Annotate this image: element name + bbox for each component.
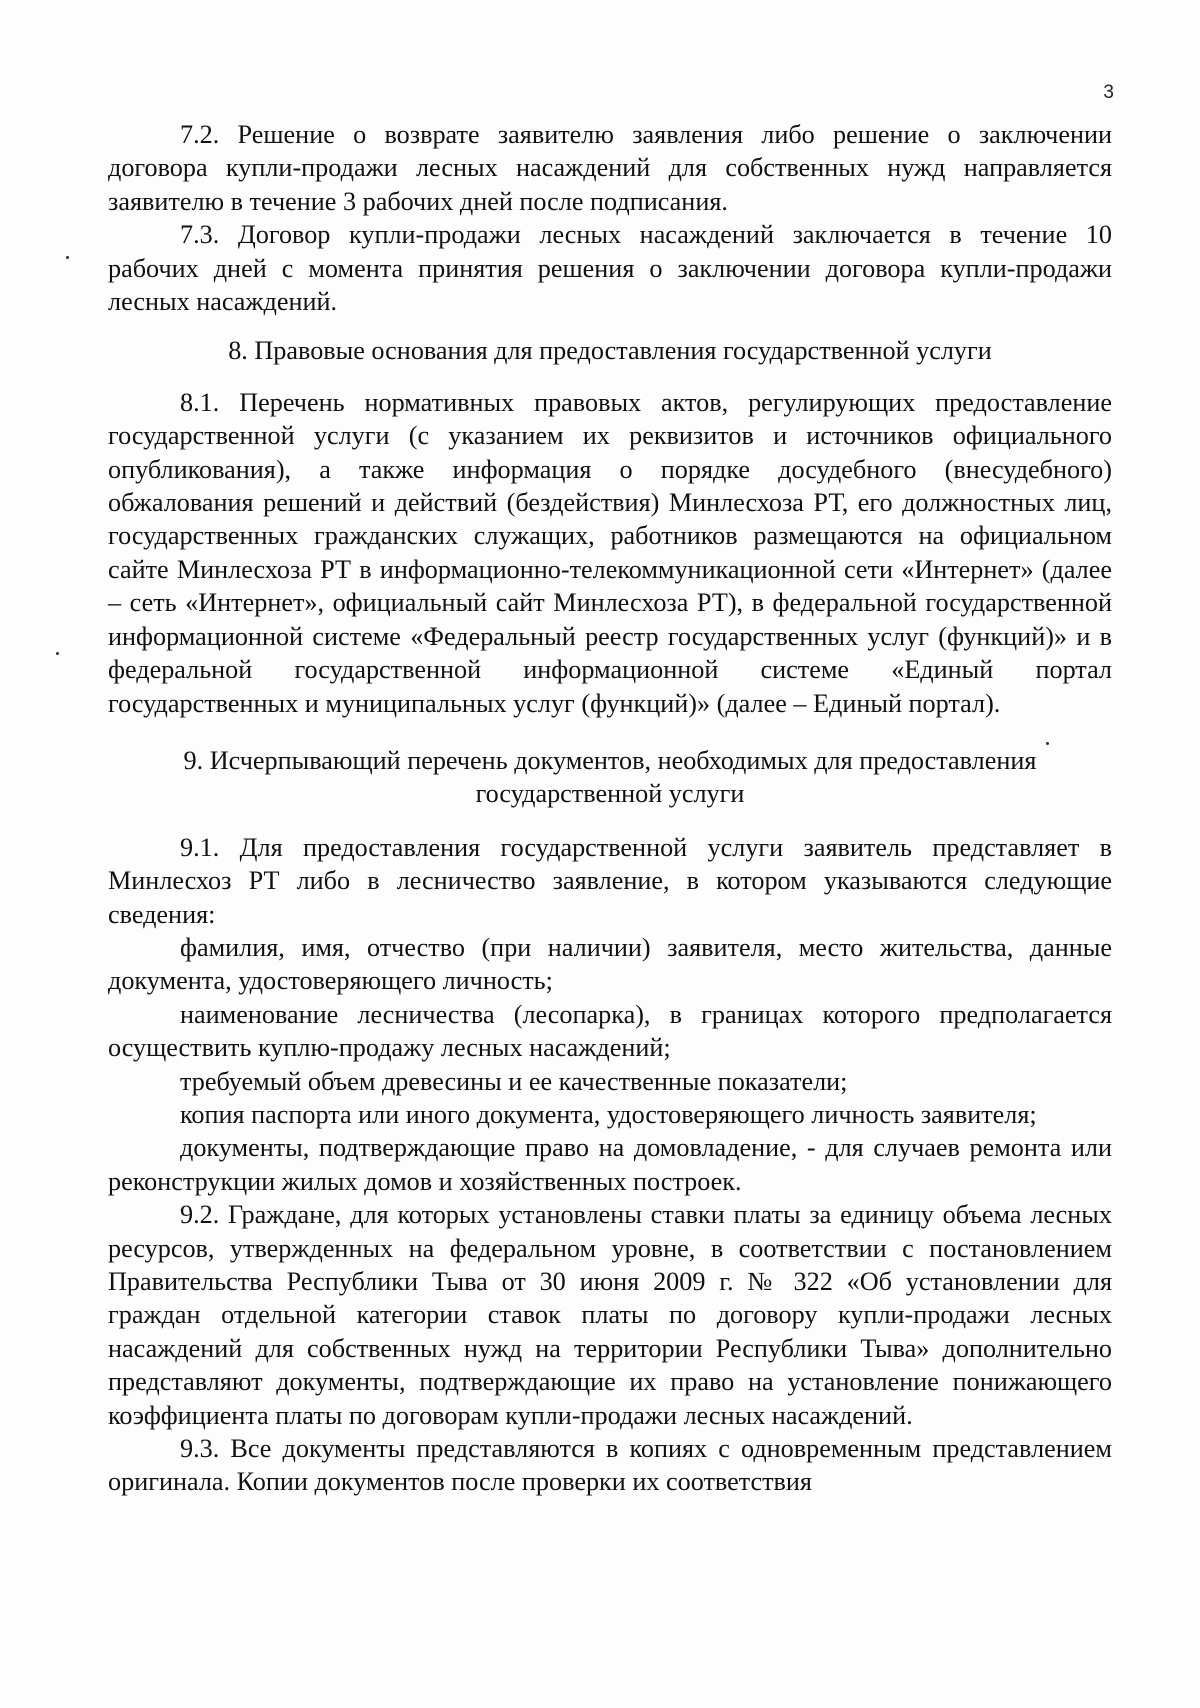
- list-item: копия паспорта или иного документа, удостоверяющего личность заявителя;: [180, 1099, 1037, 1129]
- requirements-list: [108, 931, 1112, 1198]
- section-9-heading-line-1: 9. Исчерпывающий перечень документов, необходимых для предоставления: [183, 745, 1037, 775]
- section-8-heading: 8. Правовые основания для предоставления государственной услуги: [228, 336, 992, 366]
- paragraph-7-3: 7.3. Договор купли-продажи лесных насаждений заключается в течение 10 рабочих дней с момента принятия решения о заключении договора купли-продажи лесных насаждений.: [108, 220, 1112, 317]
- document-body: [108, 118, 1112, 1499]
- list-item: документы, подтверждающие право на домовладение, - для случаев ремонта или реконструкции жилых домов и хозяйственных построек.: [108, 1133, 1112, 1196]
- scan-speck: [66, 256, 69, 259]
- paragraph-9-2: 9.2. Граждане, для которых установлены ставки платы за единицу объема лесных ресурсов, утвержденных на федеральном уровне, в соответствии с постановлением Правительства Республики Тыва от 30 июня 2009 г. № 322 «Об установлении для граждан отдельной категории ставок платы по договору купли-продажи лесных насаждений для собственных нужд на территории Республики Тыва» дополнительно представляют документы, подтверждающие их право на установление понижающего коэффициента платы по договорам купли-продажи лесных насаждений.: [108, 1200, 1112, 1430]
- paragraph-9-1: 9.1. Для предоставления государственной услуги заявитель представляет в Минлесхоз РТ либо в лесничество заявление, в котором указываются следующие сведения:: [108, 832, 1112, 929]
- paragraph-7-2: 7.2. Решение о возврате заявителю заявления либо решение о заключении договора купли-продажи лесных насаждений для собственных нужд направляется заявителю в течение 3 рабочих дней после подписания.: [108, 120, 1112, 216]
- section-9-heading: [108, 744, 1112, 811]
- list-item: требуемый объем древесины и ее качественные показатели;: [180, 1066, 848, 1096]
- scan-speck: [56, 652, 59, 655]
- paragraph-9-3: 9.3. Все документы представляются в копиях с одновременным представлением оригинала. Копии документов после проверки их соответствия: [108, 1434, 1112, 1497]
- paragraph-8-1: 8.1. Перечень нормативных правовых актов, регулирующих предоставление государственной услуги (с указанием их реквизитов и источников официального опубликования), а также информация о порядке досудебного (внесудебного) обжалования решений и действий (бездействия) Минлесхоза РТ, его должностных лиц, государственных гражданских служащих, работников размещаются на официальном сайте Минлесхоза РТ в информационно-телекоммуникационной сети «Интернет» (далее – сеть «Интернет», официальный сайт Минлесхоза РТ), в федеральной государственной информационной системе «Федеральный реестр государственных услуг (функций)» и в федеральной государственной информационной системе «Единый портал государственных и муниципальных услуг (функций)» (далее – Единый портал).: [108, 387, 1112, 718]
- list-item: наименование лесничества (лесопарка), в границах которого предполагается осуществить куплю-продажу лесных насаждений;: [108, 999, 1112, 1063]
- page-number: 3: [1103, 82, 1114, 103]
- list-item: фамилия, имя, отчество (при наличии) заявителя, место жительства, данные документа, удостоверяющего личность;: [108, 932, 1112, 996]
- section-9-heading-line-2: государственной услуги: [475, 779, 745, 809]
